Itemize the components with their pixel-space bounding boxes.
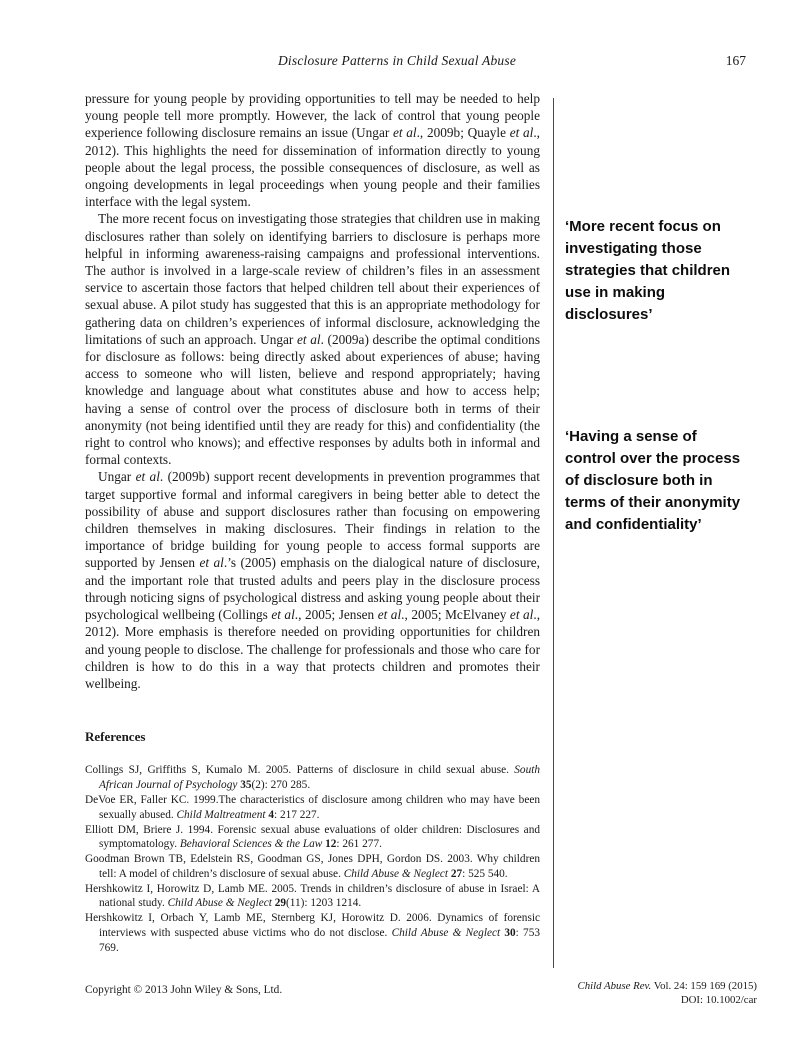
- doi-line: DOI: 10.1002/car: [680, 994, 757, 1006]
- body-paragraphs: [85, 90, 540, 692]
- pull-quote-1: ‘More recent focus on investigating those strategies that children use in making disclosures’: [565, 218, 731, 323]
- references-heading: References: [85, 729, 146, 745]
- citation-line: Child Abuse Rev. Vol. 24: 159 169 (2015): [577, 980, 757, 992]
- page-number: 167: [725, 53, 746, 68]
- journal-citation: [578, 979, 757, 1007]
- copyright-notice: Copyright © 2013 John Wiley & Sons, Ltd.: [85, 984, 283, 996]
- reference-entry: Collings SJ, Griffiths S, Kumalo M. 2005. Patterns of disclosure in child sexual abuse. South African Journal of Psychology 35(2): 270 285.: [85, 764, 540, 792]
- running-title: Disclosure Patterns in Child Sexual Abuse: [277, 53, 517, 68]
- reference-list: [85, 763, 540, 955]
- column-divider-rule: [553, 98, 554, 968]
- article-body: [85, 90, 540, 956]
- reference-entry: Elliott DM, Briere J. 1994. Forensic sexual abuse evaluations of older children: Disclosures and symptomatology. Behavioral Sciences & the Law 12: 261 277.: [85, 823, 540, 851]
- paragraph: The more recent focus on investigating those strategies that children use in making disclosures rather than solely on identifying barriers to disclosure is perhaps more helpful in informing awareness-raising campaigns and professional interventions. The author is involved in a large-scale review of children’s files in an assessment service to ascertain those factors that helped children tell about their experiences of sexual abuse. A pilot study has suggested that this is an appropriate methodology for gathering data on children’s experiences of informal disclosure, acknowledging the limitations of such an approach. Ungar et al. (2009a) describe the optimal conditions for disclosure as follows: being directly asked about experiences of abuse; having access to someone who will listen, believe and respond appropriately; having knowledge and language about what constitutes abuse and how to access help; having a sense of control over the process of disclosure both in terms of their anonymity (not being identified until they are ready for this) and confidentiality (the right to control who knows); and effective responses by adults both in informal and formal contexts.: [85, 211, 540, 468]
- reference-entry: DeVoe ER, Faller KC. 1999.The characteristics of disclosure among children who may have been sexually abused. Child Maltreatment 4: 217 227.: [85, 793, 540, 821]
- reference-entry: Hershkowitz I, Orbach Y, Lamb ME, Sternberg KJ, Horowitz D. 2006. Dynamics of forensic interviews with suspected abuse victims who do not disclose. Child Abuse & Neglect 30: 753 769.: [85, 912, 540, 954]
- reference-entry: Goodman Brown TB, Edelstein RS, Goodman GS, Jones DPH, Gordon DS. 2003. Why children tell: A model of children’s disclosure of sexual abuse. Child Abuse & Neglect 27: 525 540.: [85, 853, 540, 880]
- reference-entry: Hershkowitz I, Horowitz D, Lamb ME. 2005. Trends in children’s disclosure of abuse in Israel: A national study. Child Abuse & Neglect 29(11): 1203 1214.: [85, 882, 540, 910]
- pull-quote-2: ‘Having a sense of control over the process of disclosure both in terms of their anonymity and confidentiality’: [565, 428, 741, 533]
- paragraph: Ungar et al. (2009b) support recent developments in prevention programmes that target supportive formal and informal caregivers in being better able to detect the possibility of abuse and support disclosures rather than focusing on empowering children themselves in making disclosures. Their findings in relation to the importance of bridge building for young people to access formal supports are supported by Jensen et al.’s (2005) emphasis on the dialogical nature of disclosure, and the important role that trusted adults and peers play in the disclosure process through noticing signs of psychological distress and asking young people about their psychological wellbeing (Collings et al., 2005; Jensen et al., 2005; McElvaney et al., 2012). More emphasis is therefore needed on providing opportunities for children and young people to disclose. The challenge for professionals and those who care for children is how to do this in a way that protects children and promotes their wellbeing.: [85, 469, 541, 691]
- running-head: [0, 53, 794, 69]
- paragraph: pressure for young people by providing opportunities to tell may be needed to help young people tell more promptly. However, the lack of control that young people experience following disclosure remains an issue (Ungar et al., 2009b; Quayle et al., 2012). This highlights the need for dissemination of information directly to young people about the legal process, the possible consequences of disclosure, as well as ongoing developments in legal proceedings when young people and their families interface with the legal system.: [85, 91, 540, 210]
